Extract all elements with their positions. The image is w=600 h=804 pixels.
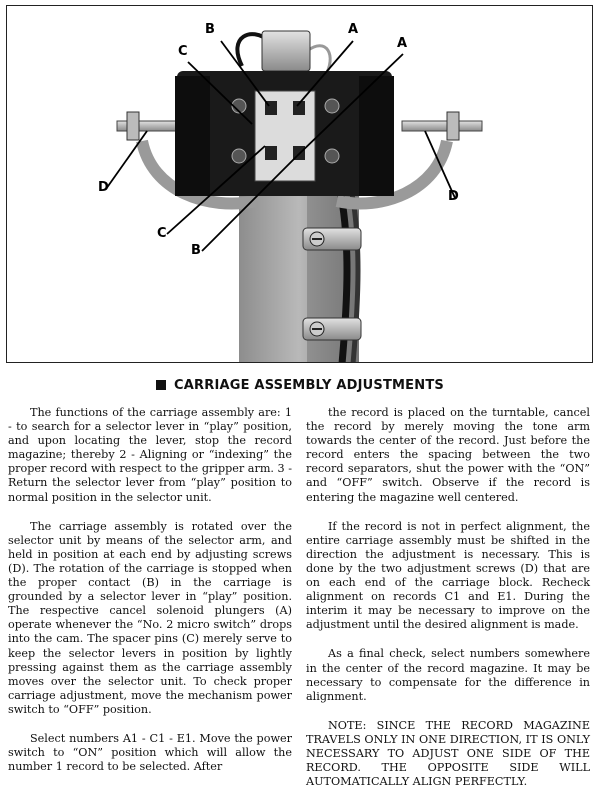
section-heading — [0, 378, 600, 394]
callout-d-right: D — [448, 189, 459, 204]
solenoid-housing — [262, 31, 310, 71]
carriage-assembly-illustration — [7, 6, 593, 363]
callout-b-bottom: B — [191, 243, 201, 258]
callout-d-left: D — [98, 180, 109, 195]
paragraph-functions: The functions of the carriage assembly are: 1 - to search for a selector lever in “play” position, and upon locating the lever, stop the record magazine; thereby 2 - Aligning or “indexing” the proper record with respect to the gripper arm. 3 - Return the selector lever from “play” position to normal position in the selector unit. — [8, 406, 292, 504]
heading-bullet-square — [156, 380, 166, 390]
left-text-column — [8, 406, 292, 789]
paragraph-select-numbers: Select numbers A1 - C1 - E1. Move the power switch to “ON” position which will allow the number 1 record to be selected. After — [8, 731, 292, 774]
section-heading-text: CARRIAGE ASSEMBLY ADJUSTMENTS — [174, 378, 444, 393]
callout-c-bottom: C — [157, 226, 167, 241]
carriage-assembly-photo — [6, 5, 593, 363]
callout-a-top: A — [348, 22, 359, 37]
paragraph-cancel-record: the record is placed on the turntable, cancel the record by merely moving the tone arm towards the center of the record. Just before the record enters the spacing between the two record separators, shut the power with the “ON” and “OFF” switch. Observe if the record is entering the magazine well centered. — [306, 406, 590, 504]
right-text-column — [306, 406, 590, 804]
paragraph-alignment: If the record is not in perfect alignment, the entire carriage assembly must be shifted in the direction the adjustment is necessary. This is done by the two adjustment screws (D) that are on each end of the carriage block. Recheck alignment on records C1 and E1. During the interim it may be necessary to improve on the adjustment until the desired alignment is made. — [306, 519, 590, 632]
callout-b-top: B — [205, 22, 215, 37]
callout-a-right: A — [397, 36, 408, 51]
paragraph-final-check: As a final check, select numbers somewhere in the center of the record magazine. It may be necessary to compensate for the difference in alignment. — [306, 647, 590, 703]
paragraph-rotation: The carriage assembly is rotated over the selector unit by means of the selector arm, and held in position at each end by adjusting screws (D). The rotation of the carriage is stopped when the proper contact (B) in the carriage is grounded by a selector lever in “play” position. The respective cancel solenoid plungers (A) operate whenever the “No. 2 micro switch” drops into the cam. The spacer pins (C) merely serve to keep the selector levers in position by lightly pressing against them as the carriage assembly moves over the selector unit. To check proper carriage adjustment, move the mechanism power switch to “OFF” position. — [8, 519, 292, 716]
right-adjusting-screw — [402, 121, 482, 131]
callout-c-top: C — [178, 44, 188, 59]
note-paragraph: NOTE: SINCE THE RECORD MAGAZINE TRAVELS ONLY IN ONE DIRECTION, IT IS ONLY NECESSARY TO ADJUST ONE SIDE OF THE RECORD. THE OPPOSITE SIDE WILL AUTOMATICALLY ALIGN PERFECTLY. — [306, 718, 590, 789]
